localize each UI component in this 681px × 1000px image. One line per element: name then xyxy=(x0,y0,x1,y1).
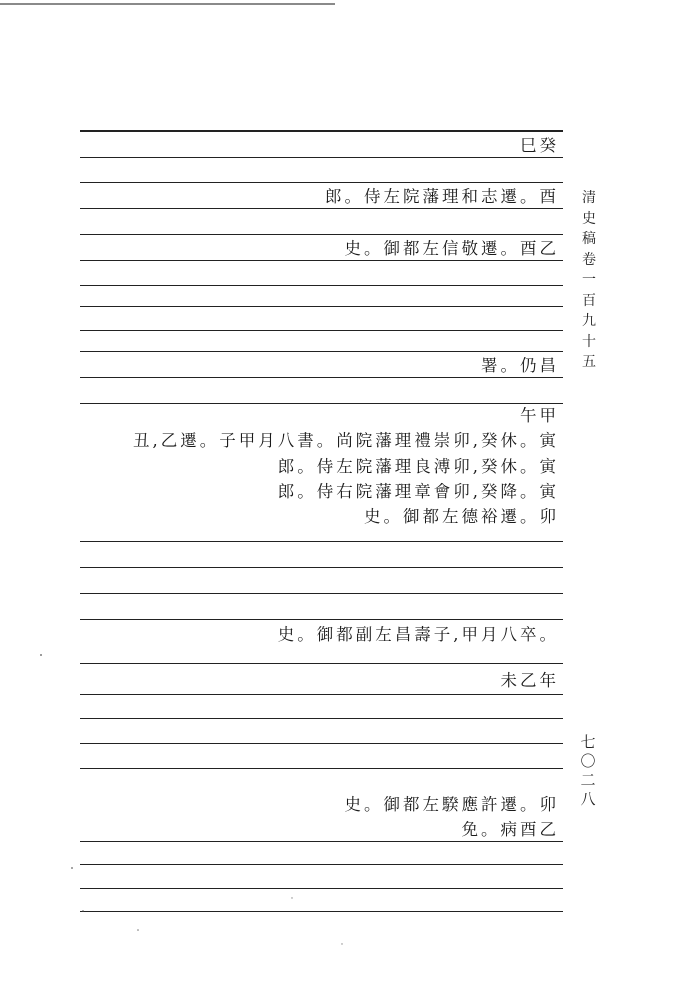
running-title-char: 稿 xyxy=(582,231,596,247)
table-row: 午甲 xyxy=(520,406,559,425)
table-row: 巳癸 xyxy=(520,136,559,155)
page-number-char: 〇 xyxy=(580,752,596,770)
table-row: 丑,乙遷。子甲月八書。尚院藩理禮崇卯,癸休。寅 xyxy=(133,431,559,450)
running-title-char: 九 xyxy=(582,313,596,329)
table-row: 史。御都左騤應許遷。卯 xyxy=(344,795,559,814)
table-row: 史。御都副左昌壽子,甲月八卒。 xyxy=(277,625,559,644)
table-row: 未乙年 xyxy=(500,671,559,690)
table-row: 免。病酉乙 xyxy=(461,820,559,839)
running-title-char: 十 xyxy=(582,333,596,350)
page-number-char: 二 xyxy=(580,771,596,789)
running-title-char: 卷 xyxy=(582,251,596,268)
table-row: 郎。侍左院藩理和志遷。酉 xyxy=(325,187,559,206)
running-title-char: 清 xyxy=(582,190,596,206)
running-title-char: 百 xyxy=(582,292,596,309)
page-number-char: 八 xyxy=(580,790,596,808)
running-title-char: 五 xyxy=(582,354,596,370)
running-title-char: 史 xyxy=(582,210,596,227)
page-number-char: 七 xyxy=(580,733,596,751)
table-row: 郎。侍右院藩理章會卯,癸降。寅 xyxy=(277,482,559,501)
table-row: 史。御都左德裕遷。卯 xyxy=(364,507,559,526)
running-title-char: 一 xyxy=(582,272,596,288)
table-row: 史。御都左信敬遷。酉乙 xyxy=(344,239,559,258)
table-row: 署。仍昌 xyxy=(481,356,559,375)
table-row: 郎。侍左院藩理良溥卯,癸休。寅 xyxy=(277,457,559,476)
